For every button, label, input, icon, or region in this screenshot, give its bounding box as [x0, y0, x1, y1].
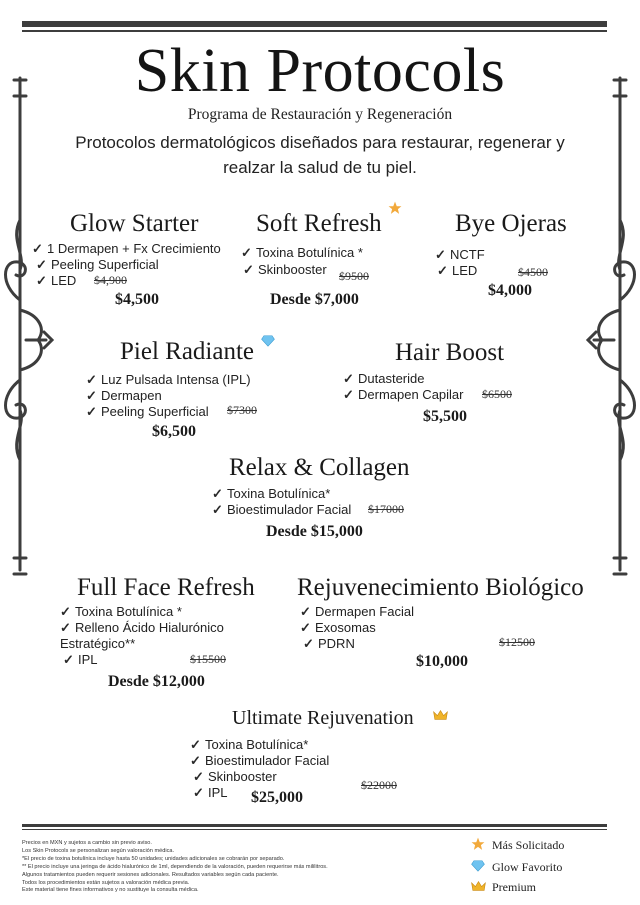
check-icon: ✓ [343, 387, 354, 402]
list-item: ✓ Dutasteride [343, 371, 425, 386]
check-icon: ✓ [437, 263, 448, 278]
list-item: ✓ Peeling Superficial [36, 257, 159, 272]
legend-label: Premium [492, 880, 536, 894]
old-price: $22000 [361, 778, 397, 792]
price: $4,000 [488, 282, 532, 299]
protocol-title-glow-starter: Glow Starter [70, 210, 199, 237]
diamond-icon [471, 860, 485, 872]
list-item: ✓ Peeling Superficial [86, 404, 209, 419]
list-item: ✓ Dermapen [86, 388, 162, 403]
footer-note: Algunos tratamientos pueden requerir sesiones adicionales. Resultados variables según cada paciente. [22, 871, 279, 878]
footer-notes [22, 840, 422, 895]
old-price: $17000 [368, 502, 404, 516]
old-price: $4500 [518, 265, 548, 279]
protocol-title-bye-ojeras: Bye Ojeras [455, 210, 567, 237]
protocol-title-relax-collagen: Relax & Collagen [229, 454, 410, 481]
list-item: ✓ Bioestimulador Facial [212, 502, 352, 517]
star-icon [388, 201, 402, 215]
list-item: ✓ Bioestimulador Facial [190, 753, 330, 768]
protocol-title-hair-boost: Hair Boost [395, 339, 505, 366]
list-item: ✓ Skinbooster [193, 769, 277, 784]
footer-note: Todos los procedimientos están sujetos a valoración médica previa. [22, 879, 190, 886]
check-icon: ✓ [193, 785, 204, 800]
list-item: ✓ Relleno Ácido Hialurónico [60, 620, 224, 635]
bottom-rule-thick [22, 824, 607, 827]
footer-note: Precios en MXN y sujetos a cambio sin previo aviso. [22, 840, 152, 846]
check-icon: ✓ [212, 502, 223, 517]
list-item: ✓ Luz Pulsada Intensa (IPL) [86, 372, 251, 387]
list-item: ✓ 1 Dermapen + Fx Crecimiento [32, 241, 221, 256]
price: Desde $15,000 [266, 523, 363, 540]
check-icon: ✓ [300, 604, 311, 619]
list-item: ✓ Toxina Botulínica* [190, 737, 309, 752]
check-icon: ✓ [435, 247, 446, 262]
check-icon: ✓ [60, 620, 71, 635]
protocol-title-rejuvenecimiento: Rejuvenecimiento Biológico [297, 574, 584, 601]
footer-note: Los Skin Protocols se personalizan según valoración médica. [22, 847, 175, 854]
crown-icon [433, 709, 448, 721]
list-item: ✓ Toxina Botulínica * [241, 245, 363, 260]
list-item: ✓ Toxina Botulínica * [60, 604, 182, 619]
check-icon: ✓ [343, 371, 354, 386]
protocol-title-piel-radiante: Piel Radiante [120, 338, 254, 365]
price: $4,500 [115, 291, 159, 308]
check-icon: ✓ [241, 245, 252, 260]
price: $10,000 [416, 653, 468, 670]
list-item: ✓ LED [437, 263, 478, 278]
price: Desde $12,000 [108, 673, 205, 690]
protocol-title-full-face-refresh: Full Face Refresh [77, 574, 255, 601]
list-item: ✓ NCTF [435, 247, 485, 262]
list-item: ✓ PDRN [303, 636, 355, 651]
top-rule-thin [22, 30, 607, 32]
list-item: ✓ LED [36, 273, 77, 288]
page-title: Skin Protocols [134, 37, 506, 105]
check-icon: ✓ [63, 652, 74, 667]
check-icon: ✓ [86, 388, 97, 403]
footer-note: *El precio de toxina botulínica incluye hasta 50 unidades; unidades adicionales se cobrarán por separado. [22, 855, 285, 862]
check-icon: ✓ [60, 604, 71, 619]
star-icon [471, 837, 485, 851]
check-icon: ✓ [36, 257, 47, 272]
legend-label: Más Solicitado [492, 838, 565, 852]
list-item-continuation: Estratégico** [60, 636, 136, 651]
footer-note: Este material tiene fines informativos y no sustituye la consulta médica. [22, 887, 199, 894]
diamond-icon [261, 335, 275, 347]
old-price: $6500 [482, 387, 512, 401]
legend-label: Glow Favorito [492, 860, 563, 874]
check-icon: ✓ [193, 769, 204, 784]
list-item: ✓ IPL [63, 652, 98, 667]
list-item: ✓ Dermapen Capilar [343, 387, 464, 402]
old-price: $4,900 [94, 273, 127, 287]
page-subtitle: Programa de Restauración y Regeneración [187, 106, 453, 123]
bottom-rule-thin [22, 829, 607, 830]
page-description: Protocolos dermatológicos diseñados para restaurar, regenerar y realzar la salud de tu piel. [75, 133, 565, 177]
check-icon: ✓ [300, 620, 311, 635]
footer-note: ** El precio incluye una jeringa de ácido hialurónico de 1ml, dependiendo de la valoración, pueden requerirse más mililitros. [22, 863, 328, 870]
price: $5,500 [423, 408, 467, 425]
check-icon: ✓ [36, 273, 47, 288]
crown-icon [471, 880, 486, 892]
check-icon: ✓ [86, 404, 97, 419]
check-icon: ✓ [190, 753, 201, 768]
price: Desde $7,000 [270, 291, 359, 308]
old-price: $12500 [499, 635, 535, 649]
protocol-title-ultimate: Ultimate Rejuvenation [232, 707, 414, 729]
check-icon: ✓ [32, 241, 43, 256]
protocol-title-soft-refresh: Soft Refresh [256, 210, 382, 237]
list-item: ✓ Dermapen Facial [300, 604, 414, 619]
list-item: ✓ Exosomas [300, 620, 376, 635]
list-item: ✓ Skinbooster [243, 262, 327, 277]
check-icon: ✓ [303, 636, 314, 651]
old-price: $7300 [227, 403, 257, 417]
top-rule-thick [22, 21, 607, 27]
check-icon: ✓ [86, 372, 97, 387]
old-price: $9500 [339, 269, 369, 283]
list-item: ✓ IPL [193, 785, 228, 800]
price: $25,000 [251, 789, 303, 806]
check-icon: ✓ [212, 486, 223, 501]
list-item: ✓ Toxina Botulínica* [212, 486, 331, 501]
check-icon: ✓ [190, 737, 201, 752]
check-icon: ✓ [243, 262, 254, 277]
old-price: $15500 [190, 652, 226, 666]
price: $6,500 [152, 423, 196, 440]
